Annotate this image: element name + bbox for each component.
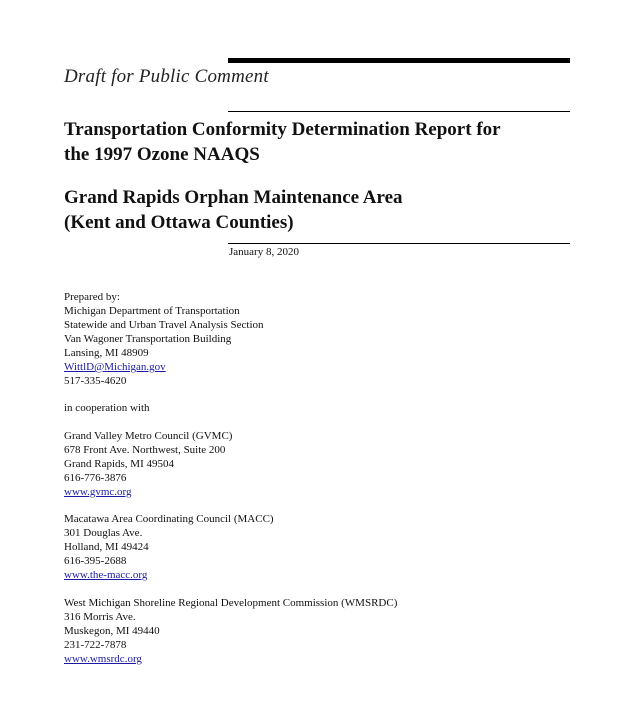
prepared-org: Michigan Department of Transportation [64,305,240,317]
prepared-email-link[interactable]: WittlD@Michigan.gov [64,361,166,373]
cooperation-text: in cooperation with [64,402,150,414]
macc-address: 301 Douglas Ave. [64,527,143,539]
wmsrdc-phone: 231-722-7878 [64,639,127,651]
report-date: January 8, 2020 [229,246,299,258]
wmsrdc-block [64,596,397,666]
draft-label: Draft for Public Comment [64,66,269,87]
report-subtitle-line-2: (Kent and Ottawa Counties) [64,212,294,233]
gvmc-web-link[interactable]: www.gvmc.org [64,486,132,498]
report-title [64,117,584,167]
prepared-city: Lansing, MI 48909 [64,347,149,359]
prepared-by-label: Prepared by: [64,291,120,303]
header-thin-rule [228,111,570,112]
prepared-building: Van Wagoner Transportation Building [64,333,232,345]
prepared-phone: 517-335-4620 [64,375,127,387]
macc-phone: 616-395-2688 [64,555,127,567]
gvmc-address: 678 Front Ave. Northwest, Suite 200 [64,444,226,456]
macc-web-link[interactable]: www.the-macc.org [64,569,148,581]
report-title-line-2: the 1997 Ozone NAAQS [64,144,260,165]
gvmc-name: Grand Valley Metro Council (GVMC) [64,430,233,442]
gvmc-city: Grand Rapids, MI 49504 [64,458,174,470]
gvmc-phone: 616-776-3876 [64,472,127,484]
header-thick-rule [228,58,570,63]
report-subtitle-line-1: Grand Rapids Orphan Maintenance Area [64,187,403,208]
gvmc-block [64,429,232,499]
wmsrdc-city: Muskegon, MI 49440 [64,625,160,637]
macc-block [64,512,274,582]
wmsrdc-address: 316 Morris Ave. [64,611,136,623]
report-subtitle [64,185,584,235]
macc-city: Holland, MI 49424 [64,541,149,553]
wmsrdc-name: West Michigan Shoreline Regional Development Commission (WMSRDC) [64,597,398,609]
report-title-line-1: Transportation Conformity Determination Report for [64,119,501,140]
subtitle-rule [228,243,570,244]
prepared-section: Statewide and Urban Travel Analysis Section [64,319,264,331]
wmsrdc-web-link[interactable]: www.wmsrdc.org [64,653,142,665]
macc-name: Macatawa Area Coordinating Council (MACC) [64,513,274,525]
prepared-by-block [64,290,264,388]
